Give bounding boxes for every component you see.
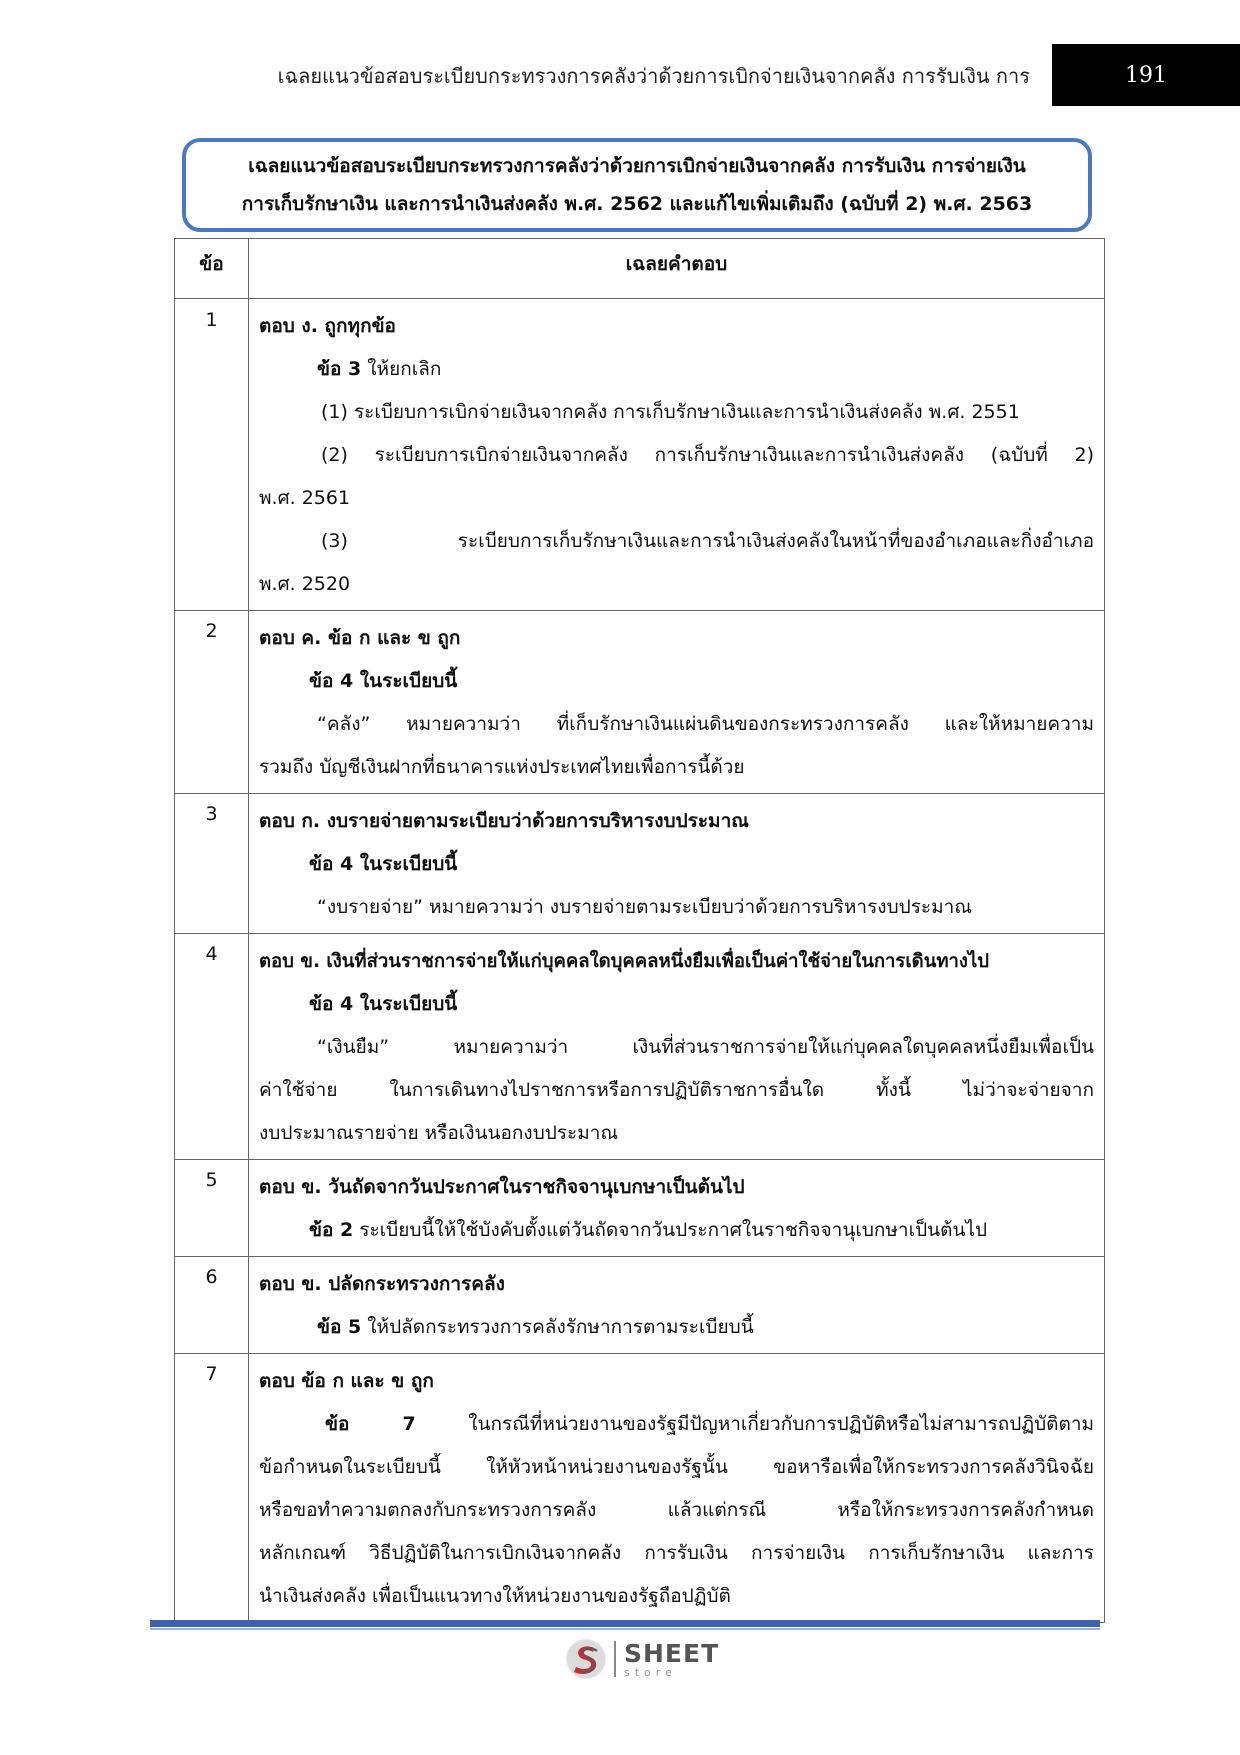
- table-row: [175, 794, 1105, 934]
- footer-rule-thin: [150, 1628, 1100, 1630]
- logo-text-store: store: [624, 1665, 677, 1679]
- question-number: 1: [175, 299, 249, 611]
- body-line: (1) ระเบียบการเบิกจ่ายเงินจากคลัง การเก็บรักษาเงินและการนำเงินส่งคลัง พ.ศ. 2551: [321, 401, 1020, 423]
- title-line-1: เฉลยแนวข้อสอบระเบียบกระทรวงการคลังว่าด้วยการเบิกจ่ายเงินจากคลัง การรับเงิน การจ่ายเงิน: [248, 155, 1026, 177]
- article-ref: ข้อ 4 ในระเบียบนี้: [309, 993, 458, 1015]
- table-row: [175, 1257, 1105, 1354]
- footer-rule: [150, 1620, 1100, 1627]
- question-number: 4: [175, 934, 249, 1160]
- answer-cell: [249, 299, 1105, 611]
- answer-cell: [249, 611, 1105, 794]
- article-line: [259, 1403, 1094, 1446]
- sheet-store-s-logo-icon: [566, 1639, 606, 1679]
- article-ref: ข้อ 4 ในระเบียบนี้: [309, 670, 458, 692]
- running-header: เฉลยแนวข้อสอบระเบียบกระทรวงการคลังว่าด้วยการเบิกจ่ายเงินจากคลัง การรับเงิน การ: [277, 64, 1030, 88]
- article-ref: ข้อ 4 ในระเบียบนี้: [309, 853, 458, 875]
- answer-choice: ตอบ ข. เงินที่ส่วนราชการจ่ายให้แก่บุคคลใดบุคคลหนึ่งยืมเพื่อเป็นค่าใช้จ่ายในการเดินทางไป: [259, 951, 990, 972]
- body-line: นำเงินส่งคลัง เพื่อเป็นแนวทางให้หน่วยงานของรัฐถือปฏิบัติ: [259, 1585, 731, 1607]
- article-line: [259, 348, 1094, 391]
- answer-choice: ตอบ ค. ข้อ ก และ ข ถูก: [259, 627, 461, 649]
- logo-wordmark: [624, 1638, 720, 1679]
- body-line: ข้อกำหนดในระเบียบนี้ ให้หัวหน้าหน่วยงานของรัฐนั้น ขอหารือเพื่อให้กระทรวงการคลังวินิจฉัย: [259, 1456, 1094, 1478]
- article-text: ให้ยกเลิก: [361, 358, 442, 380]
- article-text: ระเบียบนี้ให้ใช้บังคับตั้งแต่วันถัดจากวันประกาศในราชกิจจานุเบกษาเป็นต้นไป: [353, 1219, 988, 1241]
- logo-text-sheet: SHEET: [624, 1638, 720, 1668]
- column-header-answer: เฉลยคำตอบ: [249, 239, 1105, 299]
- table-row: [175, 934, 1105, 1160]
- logo-separator: [614, 1641, 616, 1677]
- answer-cell: [249, 934, 1105, 1160]
- question-number: 3: [175, 794, 249, 934]
- body-line: “เงินยืม” หมายความว่า เงินที่ส่วนราชการจ่ายให้แก่บุคคลใดบุคคลหนึ่งยืมเพื่อเป็น: [317, 1036, 1094, 1058]
- article-ref: ข้อ 7: [325, 1413, 416, 1435]
- sheet-store-logo: [566, 1636, 719, 1682]
- question-number: 2: [175, 611, 249, 794]
- answer-table: [174, 238, 1105, 1623]
- body-line: (3) ระเบียบการเก็บรักษาเงินและการนำเงินส่งคลังในหน้าที่ของอำเภอและกิ่งอำเภอ: [321, 530, 1094, 552]
- table-row: [175, 611, 1105, 794]
- answer-choice: ตอบ ก. งบรายจ่ายตามระเบียบว่าด้วยการบริหารงบประมาณ: [259, 810, 749, 832]
- article-line: [259, 1209, 1094, 1252]
- column-header-no: ข้อ: [175, 239, 249, 299]
- table-row: [175, 1354, 1105, 1623]
- table-row: [175, 1160, 1105, 1257]
- body-line: “งบรายจ่าย” หมายความว่า งบรายจ่ายตามระเบียบว่าด้วยการบริหารงบประมาณ: [317, 896, 972, 918]
- article-ref: ข้อ 5: [317, 1316, 362, 1338]
- body-line: (2) ระเบียบการเบิกจ่ายเงินจากคลัง การเก็บรักษาเงินและการนำเงินส่งคลัง (ฉบับที่ 2): [321, 444, 1094, 466]
- article-text: ให้ปลัดกระทรวงการคลังรักษาการตามระเบียบนี้: [361, 1316, 754, 1338]
- question-number: 7: [175, 1354, 249, 1623]
- body-line: งบประมาณรายจ่าย หรือเงินนอกงบประมาณ: [259, 1122, 619, 1144]
- answer-choice: ตอบ ข. วันถัดจากวันประกาศในราชกิจจานุเบกษาเป็นต้นไป: [259, 1176, 745, 1198]
- body-line: พ.ศ. 2520: [259, 573, 351, 595]
- answer-cell: [249, 794, 1105, 934]
- article-text: ในกรณีที่หน่วยงานของรัฐมีปัญหาเกี่ยวกับการปฏิบัติหรือไม่สามารถปฏิบัติตาม: [415, 1413, 1095, 1435]
- article-ref: ข้อ 2: [309, 1219, 354, 1241]
- article-ref: ข้อ 3: [317, 358, 362, 380]
- article-line: [259, 1306, 1094, 1349]
- body-line: “คลัง” หมายความว่า ที่เก็บรักษาเงินแผ่นดินของกระทรวงการคลัง และให้หมายความ: [317, 713, 1094, 735]
- page-number: 191: [1052, 44, 1240, 106]
- table-header-row: [175, 239, 1105, 299]
- s-logo-graphic: [566, 1639, 606, 1679]
- body-line: รวมถึง บัญชีเงินฝากที่ธนาคารแห่งประเทศไทยเพื่อการนี้ด้วย: [259, 756, 745, 778]
- answer-cell: [249, 1257, 1105, 1354]
- table-row: [175, 299, 1105, 611]
- question-number: 6: [175, 1257, 249, 1354]
- answer-choice: ตอบ ข้อ ก และ ข ถูก: [259, 1370, 434, 1392]
- answer-cell: [249, 1354, 1105, 1623]
- body-line: พ.ศ. 2561: [259, 487, 351, 509]
- answer-choice: ตอบ ข. ปลัดกระทรวงการคลัง: [259, 1273, 505, 1295]
- title-box: [182, 138, 1092, 232]
- body-line: หรือขอทำความตกลงกับกระทรวงการคลัง แล้วแต่กรณี หรือให้กระทรวงการคลังกำหนด: [259, 1499, 1094, 1521]
- answer-choice: ตอบ ง. ถูกทุกข้อ: [259, 315, 396, 337]
- title-line-2: การเก็บรักษาเงิน และการนำเงินส่งคลัง พ.ศ. 2562 และแก้ไขเพิ่มเติมถึง (ฉบับที่ 2) พ.ศ. 2563: [241, 193, 1033, 215]
- body-line: ค่าใช้จ่าย ในการเดินทางไปราชการหรือการปฏิบัติราชการอื่นใด ทั้งนี้ ไม่ว่าจะจ่ายจาก: [259, 1079, 1094, 1101]
- question-number: 5: [175, 1160, 249, 1257]
- answer-cell: [249, 1160, 1105, 1257]
- body-line: หลักเกณฑ์ วิธีปฏิบัติในการเบิกเงินจากคลัง การรับเงิน การจ่ายเงิน การเก็บรักษาเงิน และการ: [259, 1542, 1094, 1564]
